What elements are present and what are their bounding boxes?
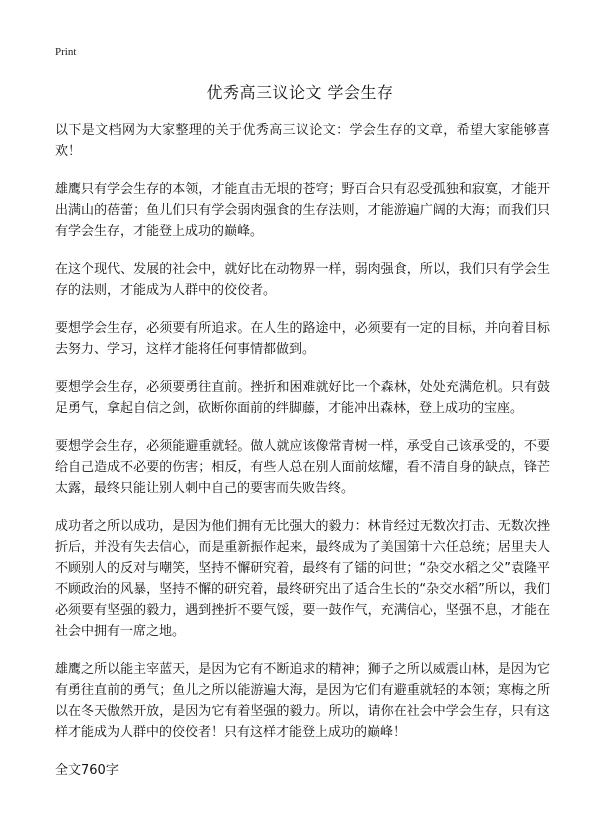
paragraph-courage: 要想学会生存，必须要勇往直前。挫折和困难就好比一个森林，处处充满危机。只有鼓足勇气，拿起自信之剑，砍断你面前的绊脚藤，才能冲出森林，登上成功的宝座。 bbox=[55, 380, 550, 416]
paragraph-intro: 以下是文档网为大家整理的关于优秀高三议论文：学会生存的文章，希望大家能够喜欢！ bbox=[55, 123, 550, 159]
word-count: 全文760字 bbox=[55, 763, 119, 778]
article-body bbox=[55, 120, 550, 781]
paragraph-pursuit: 要想学会生存，必须要有所追求。在人生的路途中，必须要有一定的目标，并向着目标去努力、学习，这样才能将任何事情都做到。 bbox=[55, 321, 550, 357]
print-label: Print bbox=[55, 46, 77, 58]
paragraph-society: 在这个现代、发展的社会中，就好比在动物界一样，弱肉强食，所以，我们只有学会生存的法则，才能成为人群中的佼佼者。 bbox=[55, 262, 550, 298]
paragraph-eagle: 雄鹰只有学会生存的本领，才能直击无垠的苍穹；野百合只有忍受孤独和寂寞，才能开出满山的蓓蕾；鱼儿们只有学会弱肉强食的生存法则，才能游遍广阔的大海；而我们只有学会生存，才能登上成功的巅峰。 bbox=[55, 182, 550, 239]
page-title: 优秀高三议论文 学会生存 bbox=[206, 83, 394, 102]
paragraph-conclusion: 雄鹰之所以能主宰蓝天，是因为它有不断追求的精神；狮子之所以威震山林，是因为它有勇往直前的勇气；鱼儿之所以能游遍大海，是因为它们有避重就轻的本领；寒梅之所以在冬天傲然开放，是因为它有着坚强的毅力。所以，请你在社会中学会生存，只有这样才能成为人群中的佼佼者！只有这样才能登上成功的巅峰！ bbox=[55, 662, 550, 740]
paragraph-perseverance: 成功者之所以成功，是因为他们拥有无比强大的毅力：林肯经过无数次打击、无数次挫折后，并没有失去信心，而是重新振作起来，最终成为了美国第十六任总统；居里夫人不顾别人的反对与嘲笑，坚持不懈研究着，最终有了镭的问世；“杂交水稻之父”袁隆平不顾政治的风暴，坚持不懈的研究着，最终研究出了适合生长的“杂交水稻”所以，我们必须要有坚强的毅力，遇到挫折不要气馁，要一鼓作气，充满信心，坚强不息，才能在社会中拥有一席之地。 bbox=[55, 519, 550, 639]
paragraph-avoid-weight: 要想学会生存，必须能避重就轻。做人就应该像常青树一样，承受自己该承受的，不要给自己造成不必要的伤害；相反，有些人总在别人面前炫耀，看不清自身的缺点，锋芒太露，最终只能让别人刺中自己的要害而失败告终。 bbox=[55, 439, 550, 496]
